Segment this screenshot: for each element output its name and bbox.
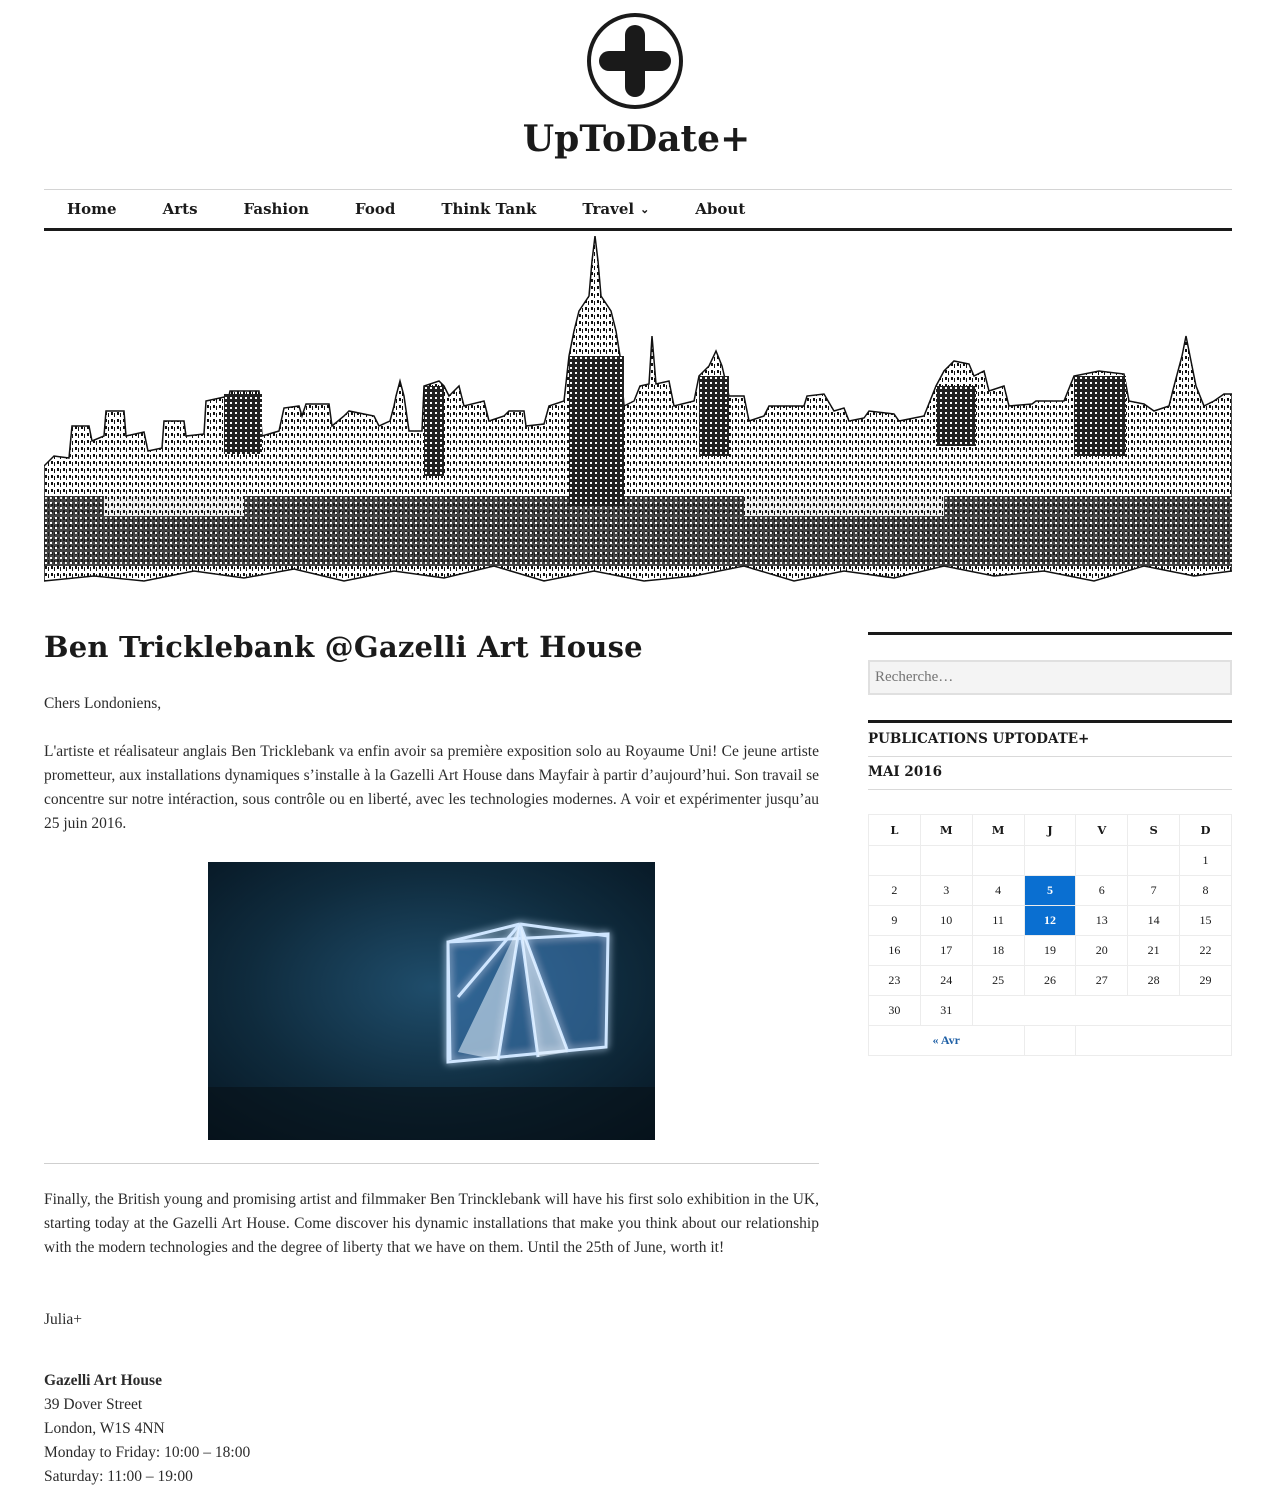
calendar-day: 4 (972, 876, 1024, 906)
header-skyline-image (44, 236, 1232, 586)
site-title[interactable]: UpToDate+ (522, 118, 751, 160)
calendar-day (869, 846, 921, 876)
calendar-day: 29 (1180, 966, 1232, 996)
calendar-day: 28 (1128, 966, 1180, 996)
chevron-down-icon: ⌄ (640, 203, 650, 216)
calendar-day (920, 846, 972, 876)
post-paragraph-en: Finally, the British young and promising artist and filmmaker Ben Trincklebank will have his first solo exhibition in the UK, starting today at the Gazelli Art House. Come discover his dynamic installations that make you think about our relationship with the modern technologies and the degree of liberty that we have on them. Until the 25th of June, worth it! (44, 1191, 819, 1256)
post-article (44, 630, 819, 1485)
nav-item-fashion[interactable]: Fashion (243, 200, 310, 218)
venue-hours-weekday: Monday to Friday: 10:00 – 18:00 (44, 1444, 251, 1461)
calendar-day-link[interactable]: 12 (1024, 906, 1076, 936)
venue-city: London, W1S 4NN (44, 1420, 165, 1437)
content-divider (44, 1163, 819, 1164)
nav-item-travel-label: Travel (582, 200, 635, 218)
nav-item-arts[interactable]: Arts (162, 200, 198, 218)
search-widget-divider (868, 632, 1232, 635)
weekday-header: L (869, 815, 921, 846)
post-title[interactable]: Ben Tricklebank @Gazelli Art House (44, 630, 643, 664)
main-navigation (44, 189, 1232, 231)
calendar-day: 24 (920, 966, 972, 996)
calendar-week-row (869, 936, 1232, 966)
venue-info (44, 1369, 250, 1489)
calendar-day: 25 (972, 966, 1024, 996)
weekday-header: M (920, 815, 972, 846)
weekday-header: D (1180, 815, 1232, 846)
search-input[interactable] (868, 660, 1232, 695)
calendar-day: 10 (920, 906, 972, 936)
calendar-empty-cell (972, 996, 1231, 1026)
calendar-divider (868, 789, 1232, 790)
calendar-day (972, 846, 1024, 876)
calendar-day: 27 (1076, 966, 1128, 996)
calendar-day (1128, 846, 1180, 876)
calendar-day: 21 (1128, 936, 1180, 966)
nav-item-think-tank[interactable]: Think Tank (441, 200, 537, 218)
weekday-header: J (1024, 815, 1076, 846)
calendar-day: 30 (869, 996, 921, 1026)
calendar-week-row (869, 996, 1232, 1026)
calendar-day: 7 (1128, 876, 1180, 906)
calendar-day: 22 (1180, 936, 1232, 966)
venue-street: 39 Dover Street (44, 1396, 143, 1413)
weekday-header: S (1128, 815, 1180, 846)
widget-title: PUBLICATIONS UPTODATE+ (868, 720, 1232, 747)
calendar-day: 17 (920, 936, 972, 966)
calendar-day: 31 (920, 996, 972, 1026)
nav-item-food[interactable]: Food (355, 200, 396, 218)
post-paragraph-fr: L'artiste et réalisateur anglais Ben Tricklebank va enfin avoir sa première exposition solo au Royaume Uni! Ce jeune artiste prometteur, aux installations dynamiques s’installe à la Gazelli Art House dans Mayfair à partir d’aujourd’hui. Son travail se concentre sur notre intéraction, sous contrôle ou en liberté, avec les technologies modernes. A voir et expérimenter jusqu’au 25 juin 2016. (44, 743, 819, 832)
venue-name: Gazelli Art House (44, 1372, 162, 1389)
calendar-day: 13 (1076, 906, 1128, 936)
site-logo-plus-icon[interactable] (585, 13, 685, 109)
calendar-table (868, 814, 1232, 1056)
calendar-week-row (869, 906, 1232, 936)
calendar-day: 23 (869, 966, 921, 996)
calendar-caption: MAI 2016 (868, 764, 943, 780)
weekday-header: V (1076, 815, 1128, 846)
calendar-day-link[interactable]: 5 (1024, 876, 1076, 906)
calendar-day (1076, 846, 1128, 876)
calendar-day (1024, 846, 1076, 876)
calendar-day: 9 (869, 906, 921, 936)
calendar-day: 8 (1180, 876, 1232, 906)
calendar-day: 26 (1024, 966, 1076, 996)
post-greeting: Chers Londoniens, (44, 695, 162, 712)
calendar-day: 18 (972, 936, 1024, 966)
calendar-week-row (869, 846, 1232, 876)
calendar-weekday-row (869, 815, 1232, 846)
nav-item-about[interactable]: About (695, 200, 746, 218)
nav-item-travel[interactable] (559, 200, 672, 218)
calendar-day: 20 (1076, 936, 1128, 966)
calendar-day: 11 (972, 906, 1024, 936)
calendar-prev-month-link[interactable]: « Avr (869, 1026, 1025, 1056)
calendar-day: 16 (869, 936, 921, 966)
widget-divider (868, 756, 1232, 757)
calendar-day: 3 (920, 876, 972, 906)
calendar-day: 15 (1180, 906, 1232, 936)
calendar-day: 19 (1024, 936, 1076, 966)
post-artwork-image (208, 862, 655, 1140)
calendar-next-month-empty (1076, 1026, 1232, 1056)
calendar-day: 14 (1128, 906, 1180, 936)
calendar-week-row (869, 966, 1232, 996)
calendar-nav-pad (1024, 1026, 1076, 1056)
weekday-header: M (972, 815, 1024, 846)
calendar-week-row (869, 876, 1232, 906)
nav-item-home[interactable]: Home (67, 200, 117, 218)
calendar-day: 6 (1076, 876, 1128, 906)
calendar-nav-row (869, 1026, 1232, 1056)
post-signature: Julia+ (44, 1311, 83, 1328)
calendar-day: 2 (869, 876, 921, 906)
calendar-day: 1 (1180, 846, 1232, 876)
venue-hours-saturday: Saturday: 11:00 – 19:00 (44, 1468, 193, 1485)
